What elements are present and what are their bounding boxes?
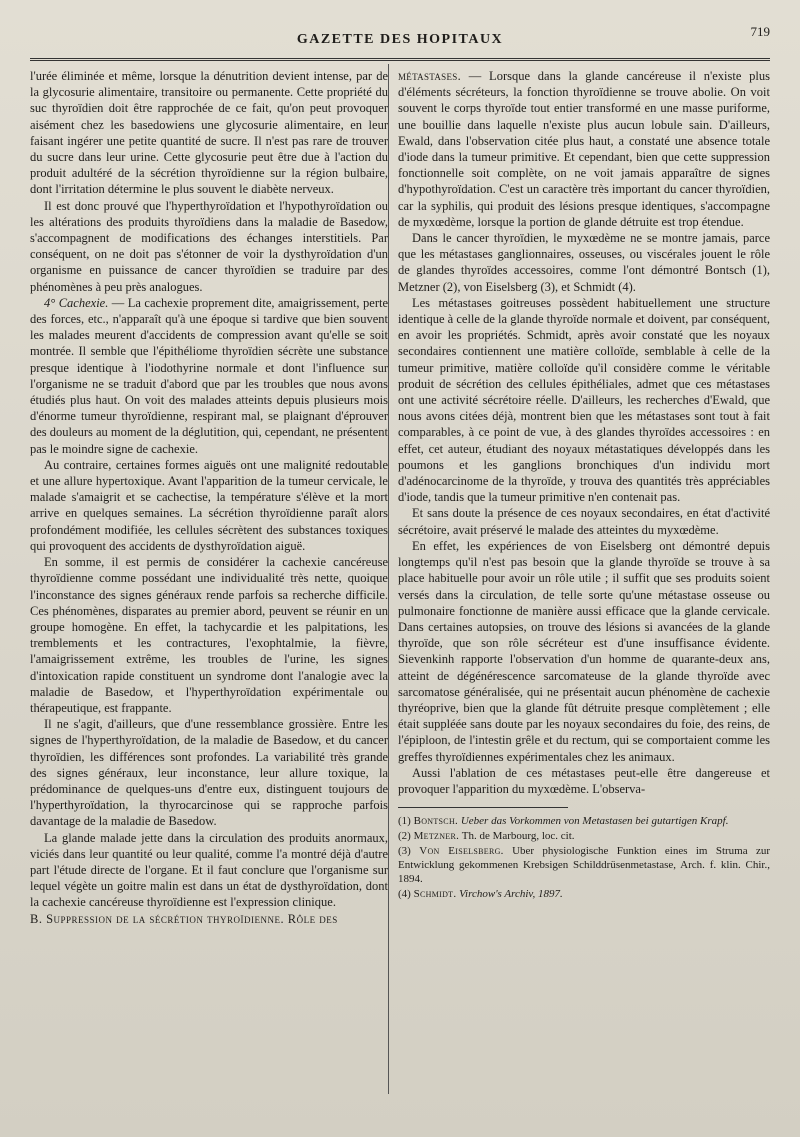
footnote-author: Bontsch. — [413, 815, 459, 828]
footnote-author: Von Eiselsberg. — [419, 845, 504, 858]
footnote-rule — [398, 807, 568, 808]
footnote-number: (3) — [398, 845, 420, 858]
section-heading: B. Suppression de la sécrétion thyroïdienne. Rôle des — [30, 911, 338, 926]
left-column — [30, 68, 388, 927]
footnote-number: (4) — [398, 888, 414, 901]
paragraph-continuation: perte des forces, etc., n'apparaît qu'à une époque si tardive que bien souvent les malades meurent d'accidents de compression avant qu'elle se soit montrée. Il semble que l'épithéliome thyroïdien sécrète une substance presque identique à l'iodothyrine normale et dont l'influence sur l'organisme ne se traduit d'abord que par les troubles que nous avons étudiés plus haut. On voit des malades atteints depuis plusieurs mois d'énorme tumeur thyroïdienne, respirant mal, se plaignant d'éprouver des douleurs au moment de la déglutition, qui, cependant, ne présentent pas le moindre signe de cachexie. — [30, 295, 388, 456]
footnote-text: Ueber das Vorkommen von Metastasen bei gutartigen Krapf. — [458, 815, 729, 828]
page-number: 719 — [750, 24, 770, 39]
footnote-number: (1) — [398, 815, 414, 828]
footnote-author: Metzner. — [413, 830, 460, 843]
metastases-label: métastases. — [398, 69, 461, 83]
page-header — [30, 24, 770, 54]
paragraph: Il ne s'agit, d'ailleurs, que d'une ressemblance grossière. Entre les signes de l'hyperthyroïdation, de la maladie de Basedow, et du cancer thyroïdien, les différences sont profondes. La variabilité très grande des signes généraux, leur inconstance, leur allure toxique, la prédominance de quelques-uns d'entre eux, distinguent toujours de l'hyperthyroïdation, la thyrocarcinose qui se rapproche parfois davantage de la maladie de Basedow. — [30, 717, 388, 829]
footnote-1 — [398, 814, 770, 828]
column-divider — [388, 64, 389, 1094]
paragraph: Au contraire, certaines formes aiguës ont une malignité redoutable et une allure hypertoxique. Avant l'apparition de la tumeur cervicale, le malade s'amaigrit et se cachectise, la température s'élève et la mort arrive en quelques semaines. La sécrétion thyroïdienne paraît alors profondément modifiée, les cellules sécrètent des substances toxiques qui provoquent des accidents de dysthyroïdation aiguë. — [30, 457, 388, 553]
paragraph: Les métastases goitreuses possèdent habituellement une structure identique à celle de la glande thyroïde normale et doivent, par conséquent, en avoir les propriétés. Schmidt, après avoir constaté que les noyaux secondaires contiennent une matière colloïde, semblable à celle de la tumeur primitive, matière colloïde qu'il considère comme le véritable produit de sécrétion des cellules épithéliales, admet que ces métastases ont une activité sécrétoire réelle. D'ailleurs, les recherches d'Ewald, que nous avons citées déjà, montrent bien que les métastases sont tout à fait comparables, à ce point de vue, à des glandes thyroïdes accessoires : en effet, cet auteur, étudiant des noyaux métastatiques développés dans les poumons et les ganglions bronchiques d'un individu mort d'adénocarcinome de la thyroïde, y trouva des quantités très appréciables d'iode, tandis que la tumeur primitive n'en contenait pas. — [398, 295, 770, 505]
paragraph-cachexie — [30, 295, 388, 457]
paragraph: Dans le cancer thyroïdien, le myxœdème ne se montre jamais, parce que les métastases ganglionnaires, osseuses, ou viscérales jouent le rôle de glandes thyroïdes accessoires, comme l'ont démontré Bontsch (1), Metzner (2), von Eiselsberg (3), et Schmidt (4). — [398, 231, 770, 294]
footnote-3 — [398, 844, 770, 886]
journal-title: GAZETTE DES HOPITAUX — [296, 32, 504, 47]
paragraph: En effet, les expériences de von Eiselsberg ont démontré depuis longtemps qu'il n'est pas besoin que la glande thyroïde se trouve à sa place habituelle pour avoir un rôle utile ; il suffit que ses produits soient versés dans la circulation, de telle sorte qu'une métastase osseuse ou pulmonaire fonctionne de manière aussi efficace que la glande cervicale. Dans certaines autopsies, on trouve des lésions si avancées de la glande thyroïde, que son rôle sécréteur est d'une insuffisance évidente. Sievenkinh rapporte l'observation d'un homme de quarante-deux ans, atteint de dégénérescence sarcomateuse de la glande thyroïde avec sarcomatose généralisée, qui ne présentait aucun phénomène de cachexie thyréoprive, bien que la glande fût détruite presque complètement ; elle était suppléée sans doute par les noyaux secondaires du foie, des reins, de l'épiploon, de l'intestin grêle et du rectum, qui se comportaient comme les greffes thyroïdiennes expérimentales chez les animaux. — [398, 538, 770, 764]
footnote-number: (2) — [398, 830, 414, 843]
paragraph: Il est donc prouvé que l'hyperthyroïdation et l'hypothyroïdation ou les altérations des produits thyroïdiens dans la maladie de Basedow, s'accompagnent de modifications des échanges interstitiels. Par conséquent, on ne doit pas s'étonner de voir la dysthyroïdation d'un organisme en puissance de cancer thyroïdien se traduire par des phénomènes à peu près analogues. — [30, 198, 388, 294]
footnote-text: Virchow's Archiv, 1897. — [456, 888, 563, 901]
paragraph: Aussi l'ablation de ces métastases peut-elle être dangereuse et provoquer l'apparition du myxœdème. L'observa- — [398, 765, 770, 796]
footnote-2 — [398, 829, 770, 843]
subsection-intro: — La cachexie proprement dite, amaigrissement, — [108, 295, 360, 310]
header-rule — [30, 58, 770, 61]
subsection-label: 4° Cachexie. — [44, 295, 109, 310]
footnotes — [398, 814, 770, 901]
paragraph: La glande malade jette dans la circulation des produits anormaux, viciés dans leur quantité ou leur qualité, comme l'a montré déjà d'autre part l'étude directe de l'organe. Et il faut conclure que l'organisme sur lequel végète un goitre malin est dans un état de dysthyroïdation, dont la cachexie cancéreuse thyroïdienne est l'expression clinique. — [30, 830, 388, 910]
paragraph-metastases — [398, 68, 770, 230]
paragraph-text: — Lorsque dans la glande cancéreuse il n'existe plus d'éléments sécréteurs, la fonction thyroïdienne se trouve abolie. On voit souvent le corps thyroïde tout entier transformé en une masse puriforme, une bouillie dans laquelle n'existe plus aucun lobule sain. D'ailleurs, Ewald, dans l'observation citée plus haut, a constaté une absence totale d'iode dans la tumeur primitive. Et cependant, bien que cette suppression fonctionnelle soit complète, on ne voit jamais apparaître de signes d'hypothyroïdation. C'est un caractère très important du cancer thyroïdien, car la syphilis, qui produit des lésions presque identiques, s'accompagne de myxœdème, lorsque la portion de glande détruite est trop étendue. — [398, 69, 770, 229]
footnote-text: Uber physiologische Funktion eines im Struma zur Entwicklung gekommenen Krebsigen Schilddrüsenmetastase, Arch. f. klin. Chir., 1894. — [398, 845, 771, 886]
paragraph: En somme, il est permis de considérer la cachexie cancéreuse thyroïdienne comme possédant une individualité très nette, quoique l'inconstance des signes généraux rende parfois sa recherche difficile. Ces phénomènes, disparates au premier abord, peuvent se réunir en un groupe homogène. En effet, la tachycardie et les palpitations, les tremblements et les contractures, l'exophtalmie, la fièvre, l'amaigrissement extrême, les troubles de l'urine, les signes d'intoxication rapide constituent un syndrome dont l'analogie avec la maladie de Basedow, et l'hyperthyroïdation expérimentale ou thérapeutique, est frappante. — [30, 555, 388, 715]
footnote-text: Th. de Marbourg, loc. cit. — [459, 830, 575, 843]
footnote-4 — [398, 887, 770, 901]
footnote-author: Schmidt. — [413, 888, 457, 901]
right-column — [398, 68, 770, 902]
paragraph: l'urée éliminée et même, lorsque la dénutrition devient intense, par de la glycosurie alimentaire, transitoire ou permanente. Cette propriété du suc thyroïdien doit être rapprochée de ce fait, qu'on peut provoquer aisément chez les basedowiens une glycosurie alimentaire, en leur faisant ingérer une petite quantité de sucre. Il n'est pas rare de trouver du sucre dans leur urine. Cette glycosurie peut être due à l'action du produit adultéré de la sécrétion thyroïdienne sur la région bulbaire, dont l'irritation détermine le plus souvent le diabète nerveux. — [30, 69, 388, 197]
paragraph: Et sans doute la présence de ces noyaux secondaires, en état d'activité sécrétoire, avait préservé le malade des atteintes du myxœdème. — [398, 506, 770, 537]
